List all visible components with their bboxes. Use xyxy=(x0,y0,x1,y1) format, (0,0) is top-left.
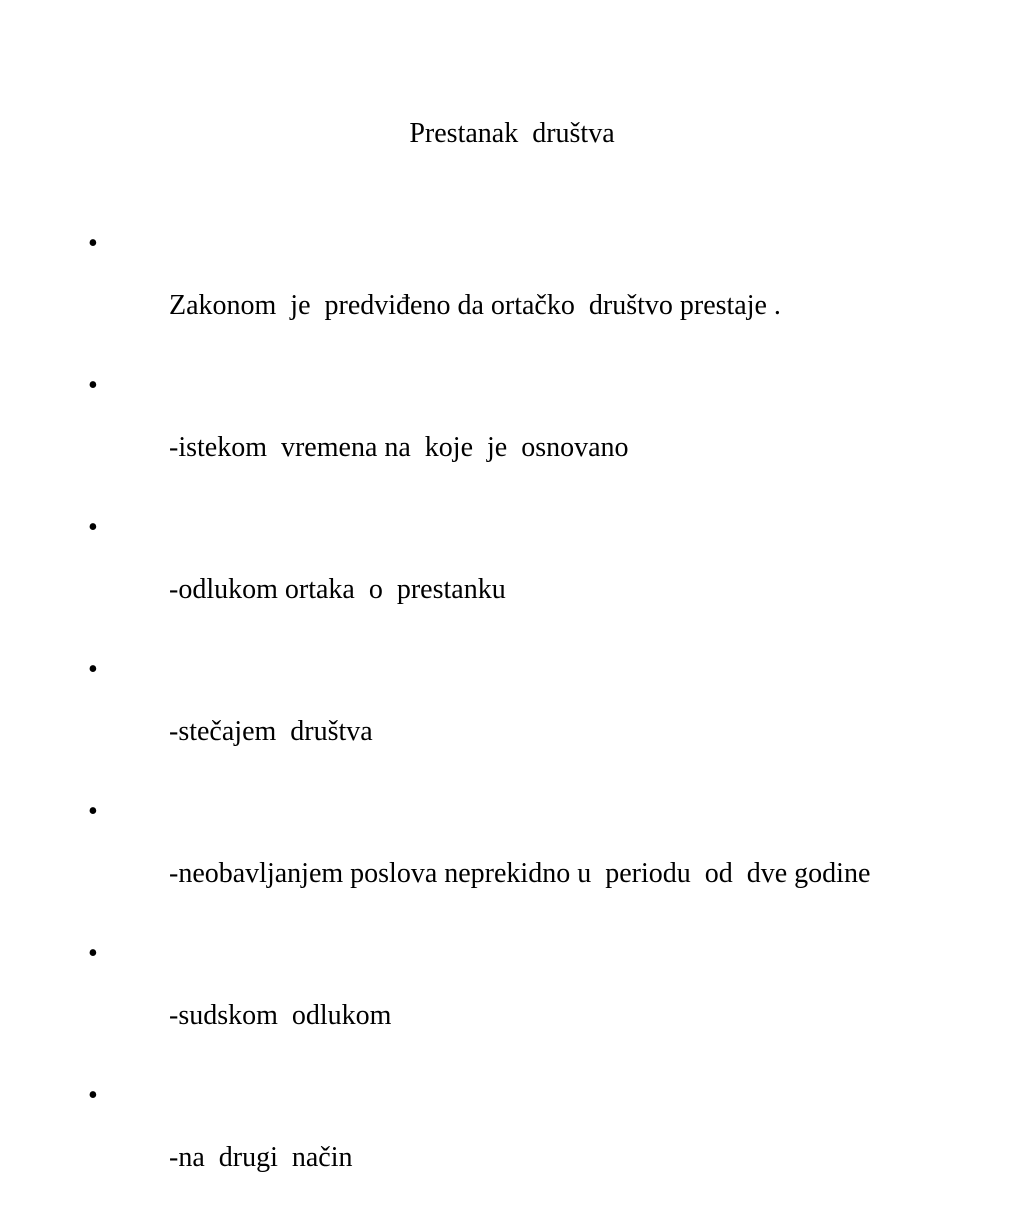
bullet-marker: • xyxy=(88,370,98,401)
list-item xyxy=(88,1080,908,1204)
list-item xyxy=(88,654,908,778)
bullet-marker: • xyxy=(88,938,98,969)
bullet-marker: • xyxy=(88,228,98,259)
list-item-text: Zakonom je predviđeno da ortačko društvo prestaje . xyxy=(169,290,781,321)
list-item xyxy=(88,228,908,352)
list-item-text: -istekom vremena na koje je osnovano xyxy=(169,432,629,463)
list-item-text: -stečajem društva xyxy=(169,716,373,747)
list-item xyxy=(88,938,908,1062)
list-item xyxy=(88,796,908,920)
list-item-text: -odlukom ortaka o prestanku xyxy=(169,574,506,605)
bullet-list xyxy=(88,228,908,1222)
list-item-text: -na drugi način xyxy=(169,1142,353,1173)
bullet-marker: • xyxy=(88,1080,98,1111)
bullet-marker: • xyxy=(88,796,98,827)
list-item xyxy=(88,370,908,494)
slide-title: Prestanak društva xyxy=(409,118,615,149)
list-item-text: -sudskom odlukom xyxy=(169,1000,392,1031)
list-item xyxy=(88,512,908,636)
bullet-marker: • xyxy=(88,512,98,543)
bullet-marker: • xyxy=(88,654,98,685)
list-item-text: -neobavljanjem poslova neprekidno u periodu od dve godine xyxy=(169,858,871,889)
